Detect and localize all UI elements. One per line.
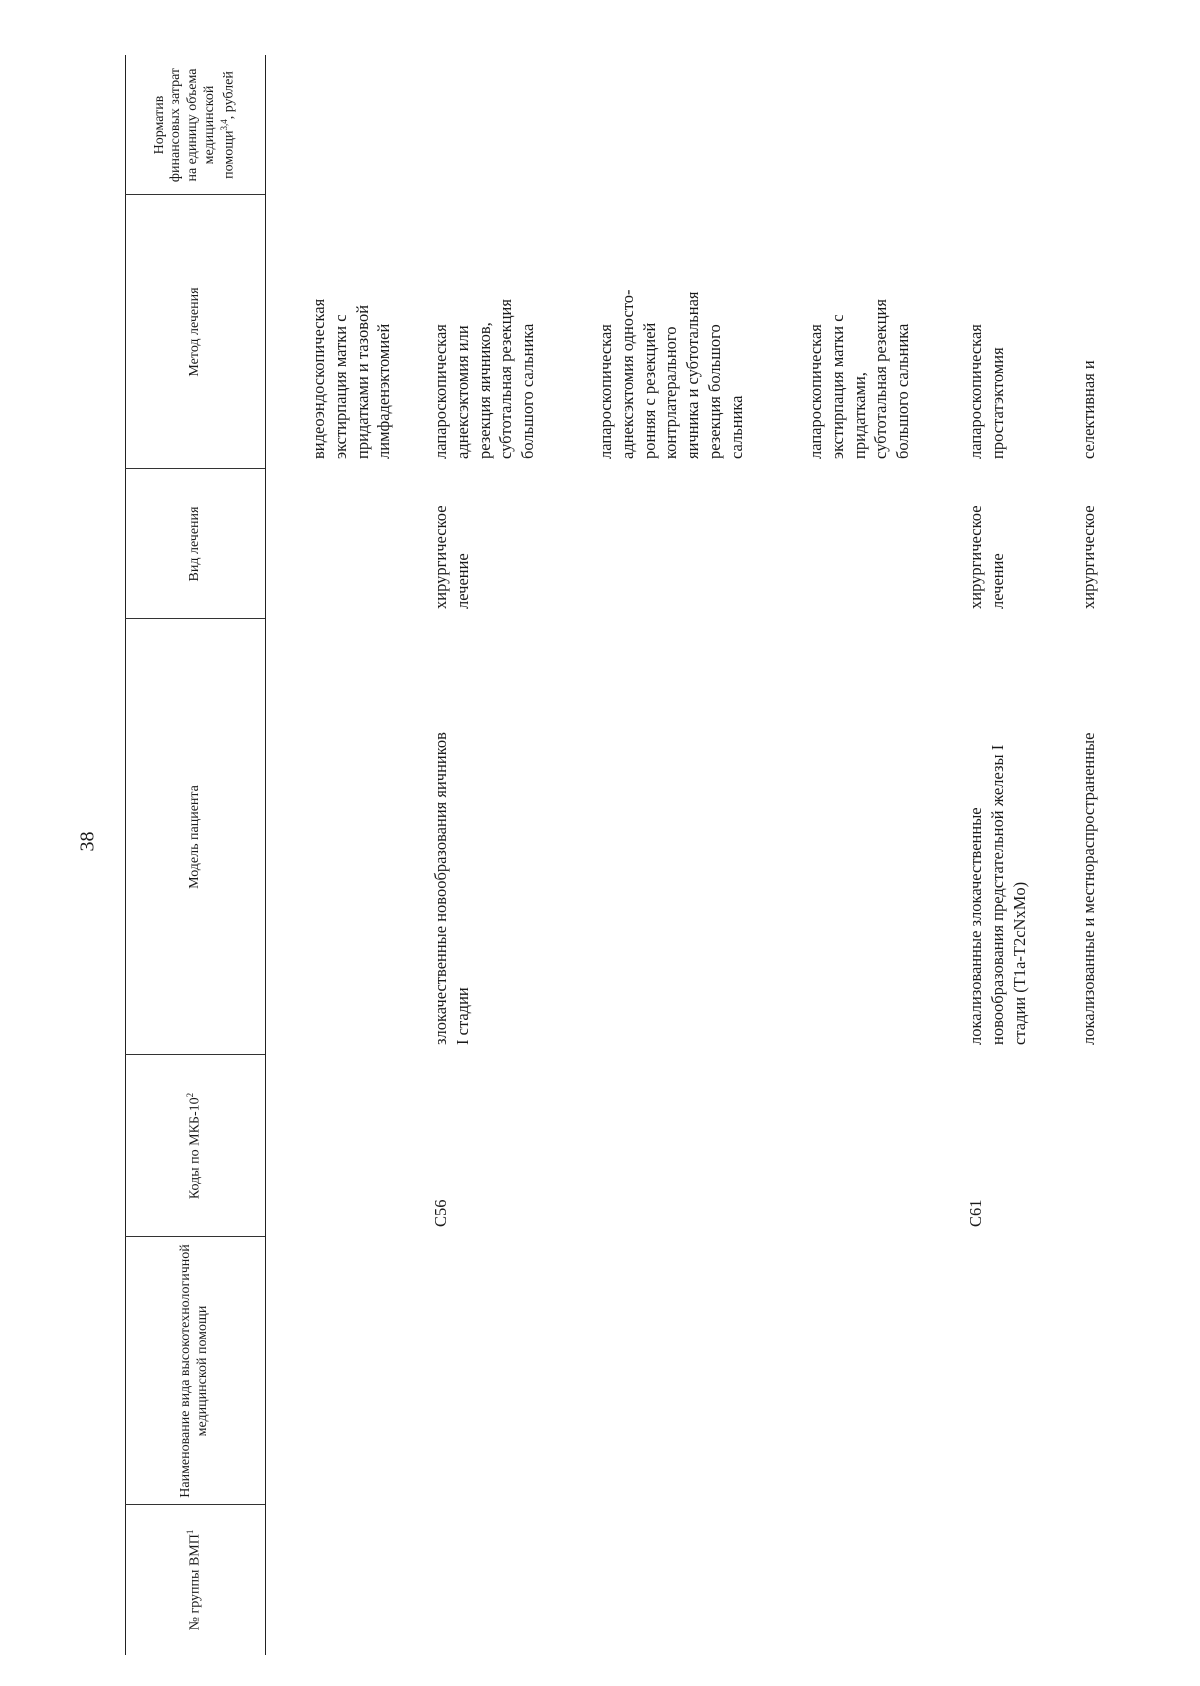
header-treatment-method: Метод лечения — [186, 287, 202, 377]
header-care-name: Наименование вида высокотехнологичной медицинской помощи — [178, 1244, 210, 1498]
treatment-type-cell: хирургическое лечение — [966, 505, 1007, 609]
method-cell: селективная и — [1079, 360, 1098, 459]
page-number: 38 — [76, 831, 99, 852]
header-treatment-type: Вид лечения — [186, 506, 202, 582]
treatment-type-cell: хирургическое лечение — [431, 505, 472, 609]
treatment-type-cell: хирургическое — [1079, 505, 1098, 609]
method-cell: лапароскопическая экстирпация матки с придатками, субтотальная резекция большого сальника — [806, 299, 913, 459]
header-patient-model: Модель пациента — [186, 785, 202, 889]
method-cell: лапароскопическая простатэктомия — [966, 324, 1007, 459]
header-cost-norm: Норматив финансовых затрат на единицу объема медицинской помощи$^{3,4}$, рублей — [151, 67, 237, 183]
method-cell: лапароскопическая аднексэктомия или резекция яичников, субтотальная резекция большого сальника — [431, 299, 538, 459]
icd-code-cell: C61 — [966, 1199, 985, 1227]
method-cell: видеоэндоскопическая экстирпация матки с придатками и тазовой лимфаденэктомией — [309, 298, 394, 459]
table-header-rule — [265, 55, 266, 1655]
patient-model-cell: локализованные и местнораспространенные — [1079, 732, 1098, 1045]
icd-code-cell: C56 — [431, 1199, 450, 1227]
header-icd-codes: Коды по МКБ-$10^2$ — [185, 1092, 203, 1200]
rotated-table — [125, 55, 1200, 1655]
patient-model-cell: злокачественные новообразования яичников I стадии — [431, 732, 472, 1045]
method-cell: лапароскопическая аднексэктомия односто- ронняя с резекцией контрлатерального яичника и субтотальная резекция большого сальника — [596, 289, 746, 459]
header-group-no: № группы ВМП$^1$ — [185, 1529, 203, 1631]
patient-model-cell: локализованные злокачественные новообразования предстательной железы I стадии (T1a-T2cNxMo) — [966, 744, 1029, 1045]
